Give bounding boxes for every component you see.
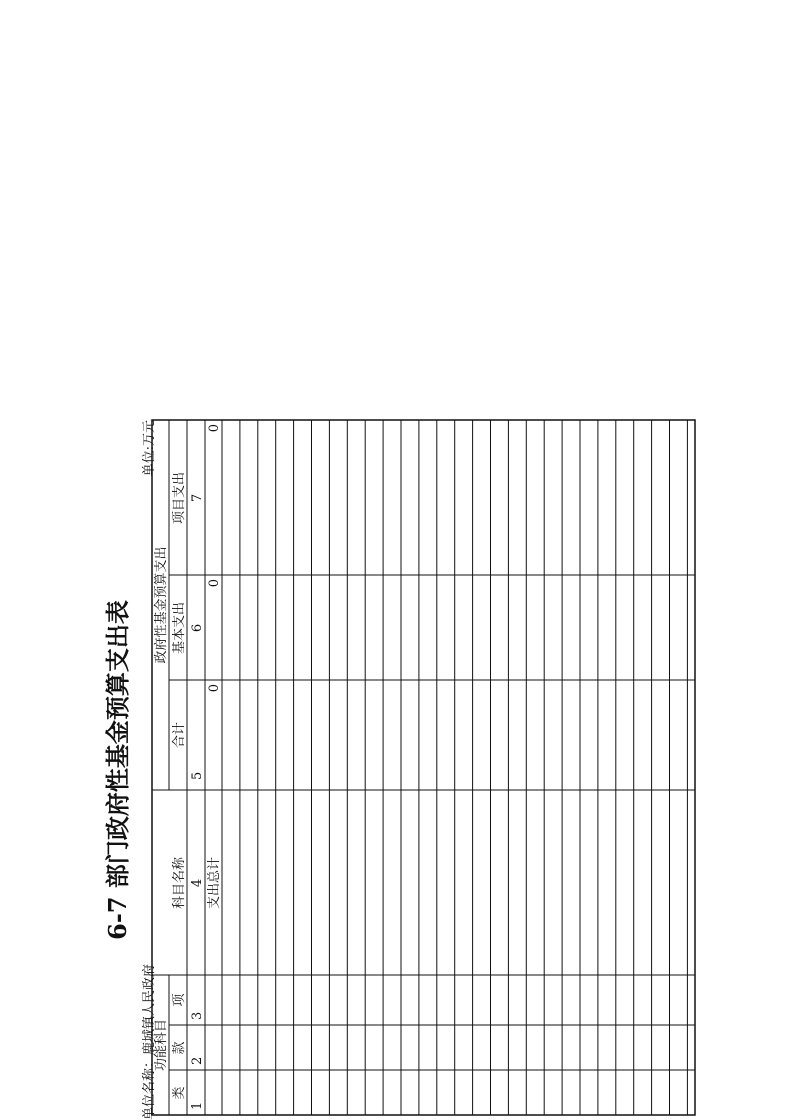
column-number: 6	[190, 623, 205, 633]
expense-table	[70, 420, 700, 1120]
column-number: 4	[190, 878, 205, 888]
total-row-label: 支出总计	[207, 856, 222, 910]
header-function-subject: 功能科目	[154, 1018, 169, 1072]
header-basic: 基本支出	[172, 601, 187, 655]
header-gov-fund-expense: 政府性基金预算支出	[154, 546, 169, 664]
unit-name: 单位名称：鹿城镇人民政府	[142, 963, 157, 1120]
unit-label: 单位:万元	[142, 420, 157, 477]
column-number: 7	[190, 493, 205, 503]
table-border	[152, 420, 695, 1115]
column-number: 1	[190, 1101, 205, 1110]
total-row-basic: 0	[207, 579, 222, 588]
header-total: 合计	[172, 721, 187, 749]
header-section: 款	[172, 1041, 187, 1055]
total-row-project: 0	[207, 424, 222, 433]
page-title: 6-7 部门政府性基金预算支出表	[103, 600, 132, 940]
rotated-document	[70, 420, 700, 1120]
column-number: 2	[190, 1056, 205, 1065]
total-row-total: 0	[207, 684, 222, 693]
header-subject-name: 科目名称	[172, 856, 187, 910]
header-item: 项	[172, 993, 187, 1007]
header-class: 类	[172, 1086, 187, 1100]
column-number: 3	[190, 1011, 205, 1020]
header-project: 项目支出	[172, 471, 187, 525]
column-number: 5	[190, 771, 205, 780]
